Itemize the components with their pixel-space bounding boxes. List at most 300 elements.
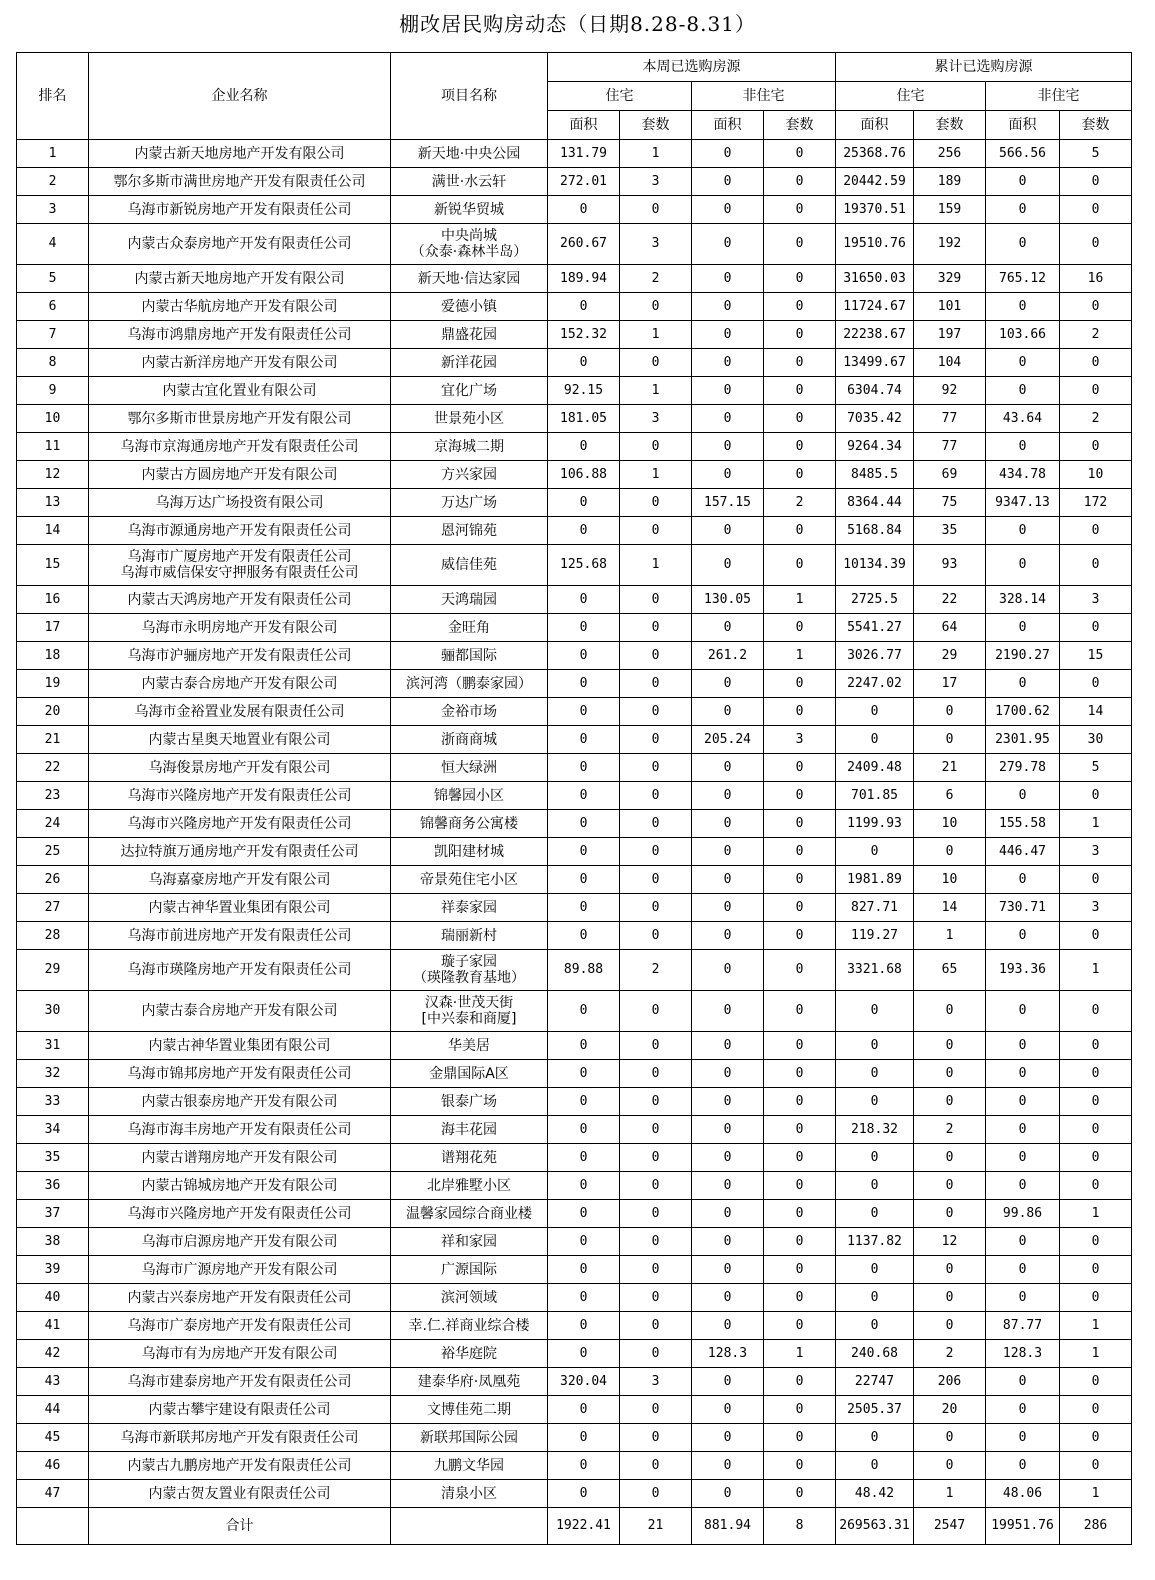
project-name: 谱翔花苑: [391, 1144, 548, 1172]
week-nonres-units: 1: [764, 642, 836, 670]
total-label: 合计: [89, 1508, 391, 1545]
cum-nonres-units: 1: [1060, 1200, 1132, 1228]
header-cum-non-residential: 非住宅: [986, 82, 1132, 111]
company-name: 乌海市前进房地产开发有限责任公司: [89, 922, 391, 950]
cum-res-units: 69: [914, 461, 986, 489]
cum-res-area: 3026.77: [836, 642, 914, 670]
rank-cell: 2: [17, 168, 89, 196]
header-area: 面积: [692, 111, 764, 140]
project-name: 新洋花园: [391, 349, 548, 377]
cum-res-units: 0: [914, 1200, 986, 1228]
cum-res-units: 1: [914, 922, 986, 950]
week-res-area: 89.88: [548, 950, 620, 991]
cum-nonres-area: 0: [986, 1396, 1060, 1424]
company-name: 乌海市启源房地产开发有限公司: [89, 1228, 391, 1256]
cum-nonres-area: 279.78: [986, 754, 1060, 782]
cum-res-units: 0: [914, 991, 986, 1032]
table-row: [17, 461, 1132, 489]
cum-res-area: 5168.84: [836, 517, 914, 545]
table-row: [17, 894, 1132, 922]
rank-cell: 15: [17, 545, 89, 586]
company-name-line2: 乌海市威信保安守押服务有限责任公司: [120, 565, 359, 581]
table-row: [17, 293, 1132, 321]
company-name: 内蒙古谱翔房地产开发有限公司: [89, 1144, 391, 1172]
week-nonres-area: 0: [692, 1424, 764, 1452]
week-nonres-area: 0: [692, 950, 764, 991]
week-nonres-units: 0: [764, 1172, 836, 1200]
week-res-area: 0: [548, 1200, 620, 1228]
week-nonres-units: 0: [764, 991, 836, 1032]
cum-res-area: 20442.59: [836, 168, 914, 196]
week-nonres-units: 0: [764, 265, 836, 293]
project-name: 恩河锦苑: [391, 517, 548, 545]
cum-nonres-area: 0: [986, 1228, 1060, 1256]
week-res-units: 0: [620, 754, 692, 782]
week-nonres-units: 0: [764, 140, 836, 168]
company-name: 乌海市京海通房地产开发有限责任公司: [89, 433, 391, 461]
week-nonres-units: 0: [764, 545, 836, 586]
cum-nonres-units: 0: [1060, 614, 1132, 642]
week-res-area: 0: [548, 1256, 620, 1284]
cum-nonres-area: 0: [986, 1060, 1060, 1088]
week-res-area: 0: [548, 991, 620, 1032]
week-nonres-units: 0: [764, 293, 836, 321]
rank-cell: 24: [17, 810, 89, 838]
cum-nonres-units: 0: [1060, 1172, 1132, 1200]
table-row: [17, 265, 1132, 293]
header-week-group: 本周已选购房源: [548, 53, 836, 82]
project-name: 九鹏文华园: [391, 1452, 548, 1480]
company-name: 乌海万达广场投资有限公司: [89, 489, 391, 517]
cum-nonres-units: 0: [1060, 1452, 1132, 1480]
project-name-line2: （瑛隆教育基地）: [413, 970, 525, 986]
table-row: [17, 1424, 1132, 1452]
cum-nonres-area: 0: [986, 1452, 1060, 1480]
cum-res-area: 0: [836, 1284, 914, 1312]
week-res-area: 0: [548, 1032, 620, 1060]
week-nonres-area: 0: [692, 140, 764, 168]
cum-nonres-units: 0: [1060, 866, 1132, 894]
cum-res-area: 31650.03: [836, 265, 914, 293]
week-nonres-units: 0: [764, 377, 836, 405]
cum-nonres-units: 0: [1060, 670, 1132, 698]
project-name: 威信佳苑: [391, 545, 548, 586]
rank-cell: 41: [17, 1312, 89, 1340]
project-name: 金鼎国际A区: [391, 1060, 548, 1088]
cum-res-area: 0: [836, 1060, 914, 1088]
cum-nonres-area: 434.78: [986, 461, 1060, 489]
cum-res-units: 0: [914, 698, 986, 726]
cum-res-units: 65: [914, 950, 986, 991]
week-res-units: 0: [620, 1396, 692, 1424]
table-row: [17, 642, 1132, 670]
cum-nonres-units: 0: [1060, 1256, 1132, 1284]
project-name-line2: [中兴泰和商厦]: [421, 1011, 517, 1027]
cum-res-units: 0: [914, 1032, 986, 1060]
week-res-area: 0: [548, 196, 620, 224]
project-name: 恒大绿洲: [391, 754, 548, 782]
cum-nonres-area: 0: [986, 991, 1060, 1032]
week-res-area: 152.32: [548, 321, 620, 349]
week-nonres-units: 1: [764, 586, 836, 614]
cum-res-units: 0: [914, 1284, 986, 1312]
week-nonres-units: 0: [764, 349, 836, 377]
week-res-units: 0: [620, 894, 692, 922]
rank-cell: 23: [17, 782, 89, 810]
cum-nonres-area: 765.12: [986, 265, 1060, 293]
rank-cell: 14: [17, 517, 89, 545]
week-nonres-units: 0: [764, 405, 836, 433]
week-res-area: 0: [548, 810, 620, 838]
cum-res-area: 7035.42: [836, 405, 914, 433]
rank-cell: 47: [17, 1480, 89, 1508]
table-row: [17, 1396, 1132, 1424]
cum-res-units: 75: [914, 489, 986, 517]
cum-res-area: 240.68: [836, 1340, 914, 1368]
project-name: 宜化广场: [391, 377, 548, 405]
week-res-units: 0: [620, 810, 692, 838]
table-row: [17, 950, 1132, 991]
cum-nonres-area: 0: [986, 545, 1060, 586]
week-res-area: 260.67: [548, 224, 620, 265]
cum-nonres-area: 0: [986, 293, 1060, 321]
cum-nonres-units: 0: [1060, 377, 1132, 405]
cum-nonres-area: 128.3: [986, 1340, 1060, 1368]
table-row: [17, 349, 1132, 377]
cum-nonres-units: 0: [1060, 293, 1132, 321]
rank-cell: 39: [17, 1256, 89, 1284]
cum-nonres-units: 1: [1060, 1480, 1132, 1508]
week-res-area: 0: [548, 782, 620, 810]
week-nonres-units: 0: [764, 1060, 836, 1088]
week-nonres-area: 0: [692, 1144, 764, 1172]
cum-res-area: 2505.37: [836, 1396, 914, 1424]
rank-cell: 28: [17, 922, 89, 950]
cum-res-area: 701.85: [836, 782, 914, 810]
project-name: 滨河湾（鹏泰家园）: [391, 670, 548, 698]
table-row: [17, 1060, 1132, 1088]
cum-nonres-area: 87.77: [986, 1312, 1060, 1340]
cum-nonres-units: 30: [1060, 726, 1132, 754]
table-row: [17, 168, 1132, 196]
cum-nonres-area: 328.14: [986, 586, 1060, 614]
week-res-units: 0: [620, 1312, 692, 1340]
company-name: 乌海市建泰房地产开发有限责任公司: [89, 1368, 391, 1396]
week-nonres-area: 0: [692, 405, 764, 433]
week-nonres-units: 0: [764, 1312, 836, 1340]
header-week-non-residential: 非住宅: [692, 82, 836, 111]
week-res-area: 0: [548, 866, 620, 894]
week-res-area: 0: [548, 586, 620, 614]
cum-res-units: 6: [914, 782, 986, 810]
table-row: [17, 405, 1132, 433]
week-nonres-units: 0: [764, 168, 836, 196]
cum-nonres-area: 1700.62: [986, 698, 1060, 726]
cum-nonres-units: 0: [1060, 196, 1132, 224]
cum-res-units: 0: [914, 726, 986, 754]
week-nonres-area: 0: [692, 698, 764, 726]
project-name: 清泉小区: [391, 1480, 548, 1508]
company-name: 内蒙古银泰房地产开发有限公司: [89, 1088, 391, 1116]
cum-res-area: 0: [836, 1452, 914, 1480]
rank-cell: 26: [17, 866, 89, 894]
week-nonres-area: 0: [692, 196, 764, 224]
week-res-area: 320.04: [548, 1368, 620, 1396]
rank-cell: 44: [17, 1396, 89, 1424]
week-res-area: 106.88: [548, 461, 620, 489]
cum-res-area: 0: [836, 1144, 914, 1172]
project-name: 新天地·中央公园: [391, 140, 548, 168]
week-nonres-area: 0: [692, 1032, 764, 1060]
company-name: 内蒙古九鹏房地产开发有限责任公司: [89, 1452, 391, 1480]
cum-res-area: 1199.93: [836, 810, 914, 838]
cum-nonres-units: 0: [1060, 433, 1132, 461]
rank-cell: 46: [17, 1452, 89, 1480]
cum-nonres-area: 0: [986, 866, 1060, 894]
cum-nonres-units: 0: [1060, 1144, 1132, 1172]
cum-nonres-units: 0: [1060, 517, 1132, 545]
cum-nonres-area: 43.64: [986, 405, 1060, 433]
rank-cell: 42: [17, 1340, 89, 1368]
week-res-units: 1: [620, 461, 692, 489]
cum-res-units: 14: [914, 894, 986, 922]
cum-nonres-units: 0: [1060, 1424, 1132, 1452]
header-week-residential: 住宅: [548, 82, 692, 111]
cum-nonres-units: 0: [1060, 168, 1132, 196]
cum-res-units: 12: [914, 1228, 986, 1256]
company-name: 乌海市沪骊房地产开发有限责任公司: [89, 642, 391, 670]
week-nonres-units: 0: [764, 1284, 836, 1312]
week-res-units: 0: [620, 1144, 692, 1172]
table-row: [17, 1144, 1132, 1172]
project-name: 北岸雅墅小区: [391, 1172, 548, 1200]
rank-cell: 20: [17, 698, 89, 726]
cum-res-area: 1981.89: [836, 866, 914, 894]
week-nonres-area: 0: [692, 1480, 764, 1508]
week-nonres-units: 0: [764, 321, 836, 349]
week-nonres-area: 0: [692, 224, 764, 265]
week-nonres-area: 0: [692, 838, 764, 866]
week-res-units: 0: [620, 922, 692, 950]
week-res-area: 0: [548, 614, 620, 642]
cum-nonres-area: 446.47: [986, 838, 1060, 866]
table-row: [17, 196, 1132, 224]
cum-res-units: 35: [914, 517, 986, 545]
project-name: 骊都国际: [391, 642, 548, 670]
week-res-units: 0: [620, 838, 692, 866]
company-name: 内蒙古新天地房地产开发有限公司: [89, 140, 391, 168]
cum-res-area: 3321.68: [836, 950, 914, 991]
week-res-units: 3: [620, 224, 692, 265]
total-rank-cell: [17, 1508, 89, 1545]
cum-res-units: 92: [914, 377, 986, 405]
cum-nonres-units: 1: [1060, 1312, 1132, 1340]
cum-res-units: 29: [914, 642, 986, 670]
week-res-area: 0: [548, 1452, 620, 1480]
cum-nonres-area: 0: [986, 1172, 1060, 1200]
week-nonres-area: 0: [692, 1284, 764, 1312]
company-name: 内蒙古神华置业集团有限公司: [89, 894, 391, 922]
week-res-area: 0: [548, 838, 620, 866]
company-name: 内蒙古神华置业集团有限公司: [89, 1032, 391, 1060]
cum-res-units: 329: [914, 265, 986, 293]
project-name: 滨河领域: [391, 1284, 548, 1312]
project-name: 裕华庭院: [391, 1340, 548, 1368]
cum-res-area: 0: [836, 1032, 914, 1060]
week-nonres-units: 0: [764, 224, 836, 265]
week-res-units: 0: [620, 196, 692, 224]
week-res-units: 0: [620, 1424, 692, 1452]
week-nonres-area: 0: [692, 545, 764, 586]
week-nonres-area: 0: [692, 894, 764, 922]
week-nonres-units: 0: [764, 1452, 836, 1480]
cum-res-area: 48.42: [836, 1480, 914, 1508]
week-res-area: 0: [548, 894, 620, 922]
project-name: 世景苑小区: [391, 405, 548, 433]
cum-nonres-units: 0: [1060, 1228, 1132, 1256]
cum-res-area: 0: [836, 1312, 914, 1340]
table-row: [17, 517, 1132, 545]
rank-cell: 37: [17, 1200, 89, 1228]
total-week-res-area: 1922.41: [548, 1508, 620, 1545]
cum-nonres-units: 0: [1060, 1284, 1132, 1312]
company-name: 内蒙古天鸿房地产开发有限责任公司: [89, 586, 391, 614]
week-res-units: 0: [620, 1032, 692, 1060]
company-name: 内蒙古众泰房地产开发有限责任公司: [89, 224, 391, 265]
project-name: 浙商商城: [391, 726, 548, 754]
week-res-units: 2: [620, 265, 692, 293]
company-name: 乌海市兴隆房地产开发有限责任公司: [89, 1200, 391, 1228]
week-res-units: 0: [620, 489, 692, 517]
cum-nonres-units: 0: [1060, 545, 1132, 586]
week-nonres-units: 0: [764, 1424, 836, 1452]
company-name: 乌海市新联邦房地产开发有限责任公司: [89, 1424, 391, 1452]
company-name: 乌海市兴隆房地产开发有限责任公司: [89, 782, 391, 810]
cum-nonres-area: 0: [986, 1368, 1060, 1396]
table-row: [17, 866, 1132, 894]
cum-nonres-area: 103.66: [986, 321, 1060, 349]
cum-res-units: 77: [914, 405, 986, 433]
cum-res-units: 104: [914, 349, 986, 377]
table-row: [17, 838, 1132, 866]
week-nonres-area: 0: [692, 1312, 764, 1340]
header-units: 套数: [1060, 111, 1132, 140]
total-week-nonres-area: 881.94: [692, 1508, 764, 1545]
total-cum-nonres-units: 286: [1060, 1508, 1132, 1545]
week-nonres-units: 0: [764, 433, 836, 461]
cum-nonres-area: 0: [986, 614, 1060, 642]
table-row: [17, 586, 1132, 614]
project-name: 银泰广场: [391, 1088, 548, 1116]
week-nonres-units: 0: [764, 1480, 836, 1508]
cum-res-area: 0: [836, 1424, 914, 1452]
week-nonres-units: 0: [764, 698, 836, 726]
project-name: 锦馨园小区: [391, 782, 548, 810]
cum-nonres-area: 2190.27: [986, 642, 1060, 670]
cum-nonres-units: 0: [1060, 782, 1132, 810]
week-res-area: 0: [548, 1312, 620, 1340]
cum-nonres-units: 3: [1060, 838, 1132, 866]
table-row: [17, 1228, 1132, 1256]
rank-cell: 25: [17, 838, 89, 866]
week-res-area: 0: [548, 1480, 620, 1508]
company-name: 乌海市新锐房地产开发有限责任公司: [89, 196, 391, 224]
company-name: 内蒙古星奥天地置业有限公司: [89, 726, 391, 754]
table-row: [17, 1172, 1132, 1200]
cum-res-units: 22: [914, 586, 986, 614]
cum-res-units: 17: [914, 670, 986, 698]
project-name: 天鸿瑞园: [391, 586, 548, 614]
week-nonres-area: 0: [692, 321, 764, 349]
week-res-area: 0: [548, 1144, 620, 1172]
project-name: 新锐华贸城: [391, 196, 548, 224]
company-name-line1: 乌海市广厦房地产开发有限责任公司: [127, 549, 352, 565]
rank-cell: 45: [17, 1424, 89, 1452]
project-name: 幸.仁.祥商业综合楼: [391, 1312, 548, 1340]
cum-nonres-area: 0: [986, 1256, 1060, 1284]
week-nonres-units: 0: [764, 1200, 836, 1228]
page-title: 棚改居民购房动态（日期8.28-8.31）: [399, 12, 756, 36]
project-name: 瑞丽新村: [391, 922, 548, 950]
cum-nonres-units: 0: [1060, 1368, 1132, 1396]
company-name: 乌海市广源房地产开发有限公司: [89, 1256, 391, 1284]
cum-nonres-area: 0: [986, 168, 1060, 196]
total-week-nonres-units: 8: [764, 1508, 836, 1545]
cum-res-area: 9264.34: [836, 433, 914, 461]
header-cum-residential: 住宅: [836, 82, 986, 111]
cum-res-area: 19370.51: [836, 196, 914, 224]
rank-cell: 8: [17, 349, 89, 377]
cum-nonres-units: 1: [1060, 1340, 1132, 1368]
cum-nonres-units: 2: [1060, 321, 1132, 349]
rank-cell: 43: [17, 1368, 89, 1396]
table-row: [17, 698, 1132, 726]
cum-res-units: 206: [914, 1368, 986, 1396]
cum-res-area: 8485.5: [836, 461, 914, 489]
table-row: [17, 670, 1132, 698]
cum-res-area: 13499.67: [836, 349, 914, 377]
week-res-units: 0: [620, 1256, 692, 1284]
company-name: 乌海市金裕置业发展有限责任公司: [89, 698, 391, 726]
week-res-units: 0: [620, 433, 692, 461]
week-res-area: 0: [548, 670, 620, 698]
cum-nonres-units: 1: [1060, 950, 1132, 991]
cum-res-area: 11724.67: [836, 293, 914, 321]
project-name: 爱德小镇: [391, 293, 548, 321]
table-row: [17, 1256, 1132, 1284]
company-name: 乌海市广泰房地产开发有限责任公司: [89, 1312, 391, 1340]
cum-nonres-units: 0: [1060, 1396, 1132, 1424]
header-area: 面积: [548, 111, 620, 140]
week-nonres-area: 0: [692, 1116, 764, 1144]
project-name: 建泰华府·凤凰苑: [391, 1368, 548, 1396]
week-res-area: 0: [548, 489, 620, 517]
company-name: 乌海市锦邦房地产开发有限责任公司: [89, 1060, 391, 1088]
cum-res-area: 22747: [836, 1368, 914, 1396]
cum-res-units: 159: [914, 196, 986, 224]
week-res-units: 1: [620, 140, 692, 168]
rank-cell: 9: [17, 377, 89, 405]
week-nonres-units: 0: [764, 866, 836, 894]
rank-cell: 32: [17, 1060, 89, 1088]
cum-res-units: 93: [914, 545, 986, 586]
table-row: [17, 782, 1132, 810]
week-res-area: 181.05: [548, 405, 620, 433]
cum-nonres-area: 0: [986, 433, 1060, 461]
week-res-area: 0: [548, 1340, 620, 1368]
cum-res-units: 77: [914, 433, 986, 461]
week-res-area: 0: [548, 726, 620, 754]
